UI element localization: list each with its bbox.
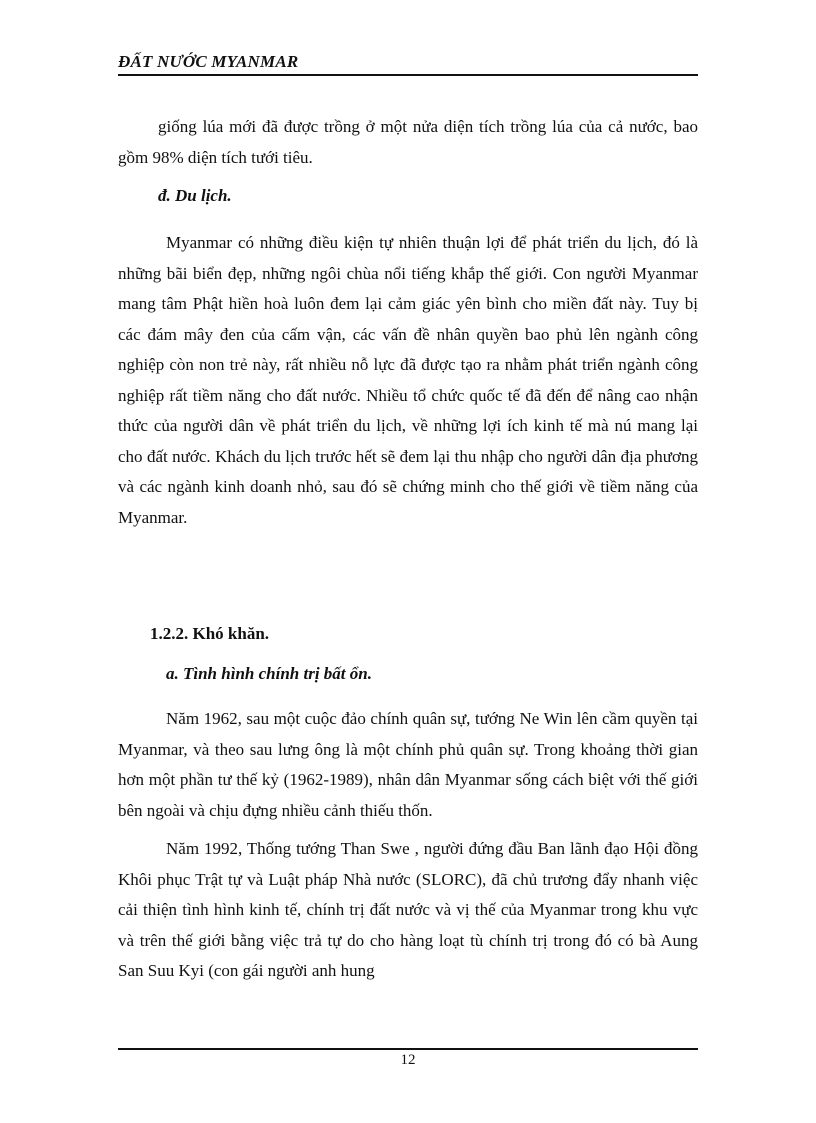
page-number: 12 [400, 1052, 416, 1068]
section-d-paragraph: Myanmar có những điều kiện tự nhiên thuận lợi để phát triển du lịch, đó là những bãi biển đẹp, những ngôi chùa nổi tiếng khắp thế giới. Con người Myanmar mang tâm Phật hiền hoà luôn đem lại cảm giác yên bình cho miền đất này. Tuy bị các đám mây đen của cấm vận, các vấn đề nhân quyền bao phủ lên ngành công nghiệp còn non trẻ này, rất nhiều nỗ lực đã được tạo ra nhằm phát triển ngành công nghiệp rất tiềm năng cho đất nước. Nhiều tổ chức quốc tế đã đến để nâng cao nhận thức của người dân về phát triển du lịch, về những lợi ích kinh tế mà nú mang lại cho đất nước. Khách du lịch trước hết sẽ đem lại thu nhập cho người dân địa phương và các ngành kinh doanh nhỏ, sau đó sẽ chứng minh cho thế giới về tiềm năng của Myanmar. [118, 233, 698, 527]
running-header-title: ĐẤT NƯỚC MYANMAR [118, 52, 299, 71]
section-a-paragraph-2: Năm 1992, Thống tướng Than Swe , người đứng đầu Ban lãnh đạo Hội đồng Khôi phục Trật tự và Luật pháp Nhà nước (SLORC), đã chủ trương đẩy nhanh việc cải thiện tình hình kinh tế, chính trị đất nước và vị thế của Myanmar trong khu vực và trên thế giới bằng việc trả tự do cho hàng loạt tù chính trị trong đó có bà Aung San Suu Kyi (con gái người anh hung [118, 839, 698, 980]
footer-rule [118, 1048, 698, 1050]
section-a-paragraph-1: Năm 1962, sau một cuộc đảo chính quân sự, tướng Ne Win lên cầm quyền tại Myanmar, và theo sau lưng ông là một chính phủ quân sự. Trong khoảng thời gian hơn một phần tư thế kỷ (1962-1989), nhân dân Myanmar sống cách biệt với thế giới bên ngoài và chịu đựng nhiều cảnh thiếu thốn. [118, 709, 698, 820]
section-a-heading: a. Tình hình chính trị bất ổn. [166, 664, 372, 683]
section-d-heading: đ. Du lịch. [158, 186, 232, 205]
header-rule [118, 74, 698, 76]
section-122-heading: 1.2.2. Khó khăn. [150, 624, 270, 643]
continuation-paragraph: giống lúa mới đã được trồng ở một nửa diện tích trồng lúa của cả nước, bao gồm 98% diện tích tưới tiêu. [118, 117, 698, 167]
